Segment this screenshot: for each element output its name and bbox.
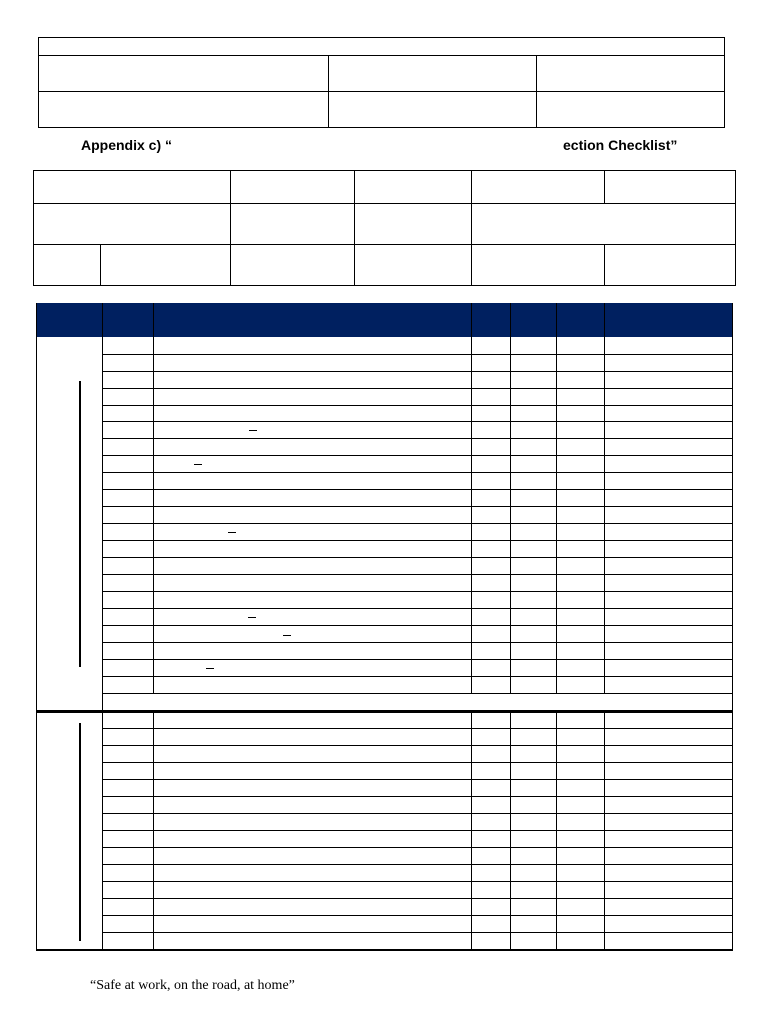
inspection-checklist-table — [36, 303, 733, 951]
header-column-divider — [102, 303, 103, 337]
row-divider — [102, 523, 733, 524]
info-form-cell[interactable] — [355, 171, 472, 204]
header-form-cell[interactable] — [39, 92, 329, 128]
row-divider — [102, 728, 733, 729]
dash-mark — [228, 532, 236, 533]
header-form-table — [38, 37, 725, 128]
row-divider — [102, 438, 733, 439]
info-form-cell[interactable] — [355, 204, 472, 245]
row-divider — [102, 915, 733, 916]
row-divider — [102, 421, 733, 422]
column-divider — [510, 337, 511, 693]
row-divider — [102, 847, 733, 848]
row-divider — [102, 779, 733, 780]
info-form-cell[interactable] — [34, 171, 231, 204]
row-divider — [102, 676, 733, 677]
row-divider — [102, 693, 733, 694]
table-border — [732, 303, 733, 951]
row-divider — [102, 659, 733, 660]
header-form-cell[interactable] — [329, 92, 537, 128]
dash-mark — [194, 464, 202, 465]
table-border — [36, 303, 37, 951]
footer-slogan: “Safe at work, on the road, at home” — [90, 978, 295, 993]
info-form-cell[interactable] — [605, 171, 736, 204]
column-divider — [556, 337, 557, 693]
checklist-header-row — [36, 303, 733, 337]
row-divider — [102, 472, 733, 473]
info-form-cell[interactable] — [231, 204, 355, 245]
row-divider — [102, 371, 733, 372]
info-form-cell[interactable] — [472, 204, 736, 245]
dash-mark — [249, 430, 257, 431]
header-form-cell[interactable] — [537, 92, 725, 128]
row-divider — [102, 506, 733, 507]
header-form-cell[interactable] — [329, 56, 537, 92]
info-form-cell[interactable] — [101, 245, 231, 286]
info-form-cell[interactable] — [355, 245, 472, 286]
info-form-cell[interactable] — [34, 204, 231, 245]
row-divider — [102, 932, 733, 933]
row-divider — [102, 796, 733, 797]
header-column-divider — [510, 303, 511, 337]
row-divider — [102, 898, 733, 899]
row-divider — [102, 574, 733, 575]
row-divider — [102, 354, 733, 355]
info-form-cell[interactable] — [472, 245, 605, 286]
row-divider — [102, 388, 733, 389]
column-divider — [604, 337, 605, 693]
row-divider — [102, 864, 733, 865]
section-divider — [36, 949, 733, 951]
row-divider — [102, 489, 733, 490]
row-divider — [102, 591, 733, 592]
row-divider — [102, 813, 733, 814]
category-marker-bar — [79, 723, 81, 941]
header-column-divider — [604, 303, 605, 337]
info-form-cell[interactable] — [605, 245, 736, 286]
column-divider — [471, 337, 472, 693]
column-divider — [102, 337, 103, 693]
row-divider — [102, 455, 733, 456]
header-column-divider — [556, 303, 557, 337]
category-marker-bar — [79, 381, 81, 667]
row-divider — [102, 762, 733, 763]
row-divider — [102, 881, 733, 882]
header-form-cell[interactable] — [537, 56, 725, 92]
info-form-table — [33, 170, 736, 286]
row-divider — [102, 557, 733, 558]
column-divider — [153, 337, 154, 693]
header-form-cell[interactable] — [39, 38, 725, 56]
column-divider — [102, 693, 103, 710]
info-form-cell[interactable] — [472, 171, 605, 204]
row-divider — [102, 405, 733, 406]
header-column-divider — [471, 303, 472, 337]
row-divider — [102, 830, 733, 831]
info-form-cell[interactable] — [231, 171, 355, 204]
row-divider — [102, 745, 733, 746]
header-form-cell[interactable] — [39, 56, 329, 92]
info-form-cell[interactable] — [34, 245, 101, 286]
appendix-title-right: ection Checklist” — [563, 137, 678, 153]
dash-mark — [248, 617, 256, 618]
section-divider — [36, 711, 733, 713]
row-divider — [102, 642, 733, 643]
dash-mark — [283, 635, 291, 636]
dash-mark — [206, 668, 214, 669]
row-divider — [102, 625, 733, 626]
info-form-cell[interactable] — [231, 245, 355, 286]
row-divider — [102, 540, 733, 541]
header-column-divider — [153, 303, 154, 337]
appendix-title-left: Appendix c) “ — [81, 137, 173, 153]
row-divider — [102, 608, 733, 609]
